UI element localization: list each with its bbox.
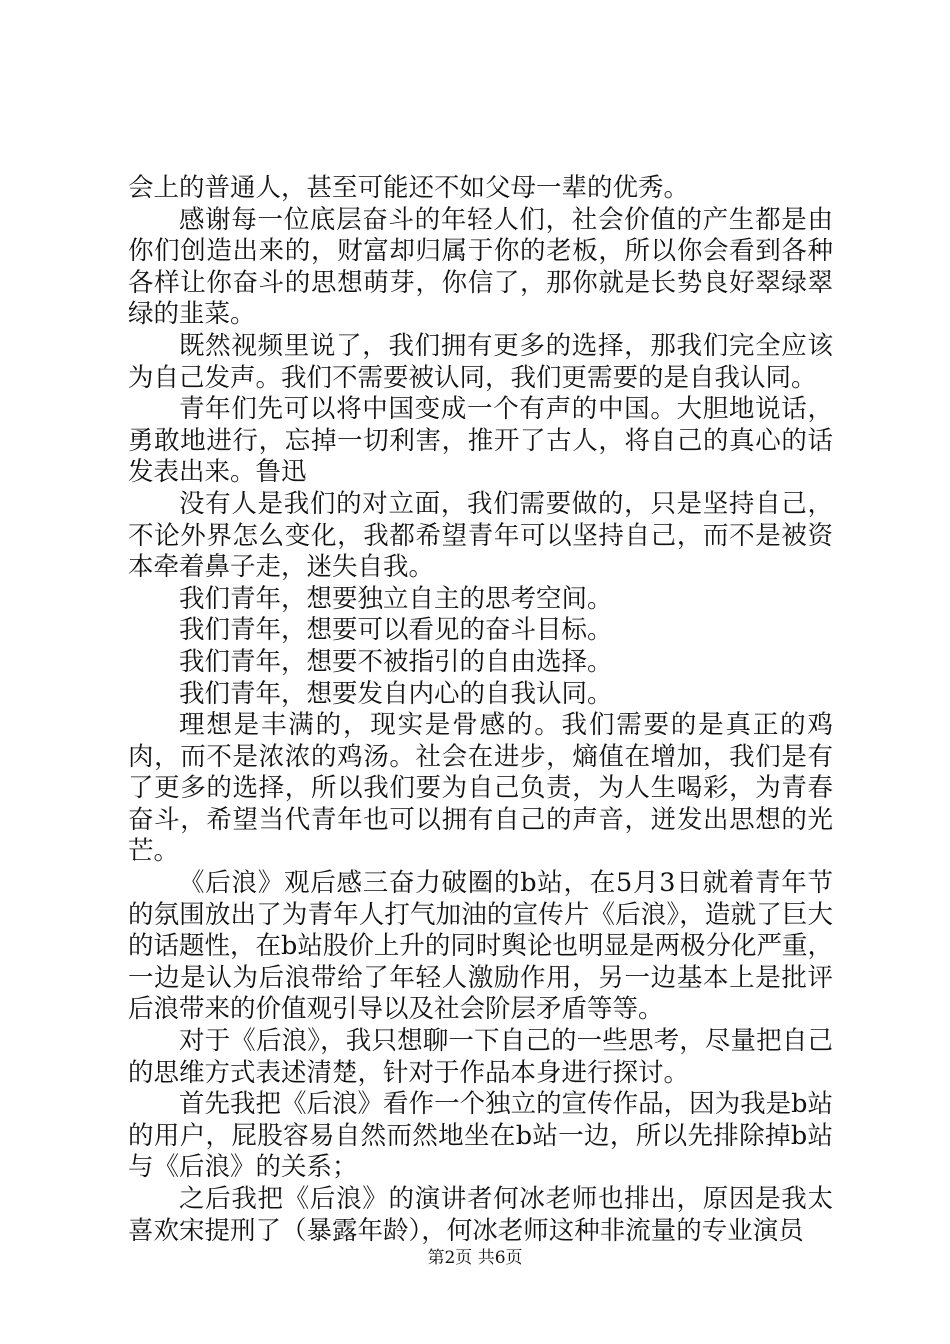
paragraph-14: 之后我把《后浪》的演讲者何冰老师也排出，原因是我太喜欢宋提刑了（暴露年龄），何冰老师这种非流量的专业演员 xyxy=(128,1184,833,1246)
paragraph-1: 会上的普通人，甚至可能还不如父母一辈的优秀。 xyxy=(128,173,690,203)
paragraph-2: 感谢每一位底层奋斗的年轻人们，社会价值的产生都是由你们创造出来的，财富却归属于你的老板，所以你会看到各种各样让你奋斗的思想萌芽，你信了，那你就是长势良好翠绿翠绿的韭菜。 xyxy=(128,204,833,330)
paragraph-5: 没有人是我们的对立面，我们需要做的，只是坚持自己，不论外界怎么变化，我都希望青年可以坚持自己，而不是被资本牵着鼻子走，迷失自我。 xyxy=(128,488,833,583)
paragraph-8: 我们青年，想要不被指引的自由选择。 xyxy=(179,646,613,677)
paragraph-12: 对于《后浪》，我只想聊一下自己的一些思考，尽量把自己的思维方式表述清楚，针对于作品本身进行探讨。 xyxy=(128,1026,833,1088)
paragraph-7: 我们青年，想要可以看见的奋斗目标。 xyxy=(179,615,613,646)
paragraph-4: 青年们先可以将中国变成一个有声的中国。大胆地说话，勇敢地进行，忘掉一切利害，推开了古人，将自己的真心的话发表出来。鲁迅 xyxy=(128,394,833,488)
document-body xyxy=(128,173,833,1247)
paragraph-9: 我们青年，想要发自内心的自我认同。 xyxy=(179,678,613,709)
paragraph-11: 《后浪》观后感三奋力破圈的b站，在5月3日就着青年节的氛围放出了为青年人打气加油的宣传片《后浪》，造就了巨大的话题性，在b站股价上升的同时舆论也明显是两极分化严重，一边是认为后浪带给了年轻人激励作用，另一边基本上是批评后浪带来的价值观引导以及社会阶层矛盾等等。 xyxy=(128,868,833,1025)
paragraph-10: 理想是丰满的，现实是骨感的。我们需要的是真正的鸡肉，而不是浓浓的鸡汤。社会在进步，熵值在增加，我们是有了更多的选择，所以我们要为自己负责，为人生喝彩，为青春奋斗，希望当代青年也可以拥有自己的声音，迸发出思想的光芒。 xyxy=(128,710,833,867)
page-footer: 第2页 共6页 xyxy=(427,1248,523,1268)
paragraph-3: 既然视频里说了，我们拥有更多的选择，那我们完全应该为自己发声。我们不需要被认同，我们更需要的是自我认同。 xyxy=(128,330,833,393)
paragraph-6: 我们青年，想要独立自主的思考空间。 xyxy=(179,583,613,614)
paragraph-13: 首先我把《后浪》看作一个独立的宣传作品，因为我是b站的用户，屁股容易自然而然地坐在b站一边，所以先排除掉b站与《后浪》的关系； xyxy=(128,1089,833,1183)
